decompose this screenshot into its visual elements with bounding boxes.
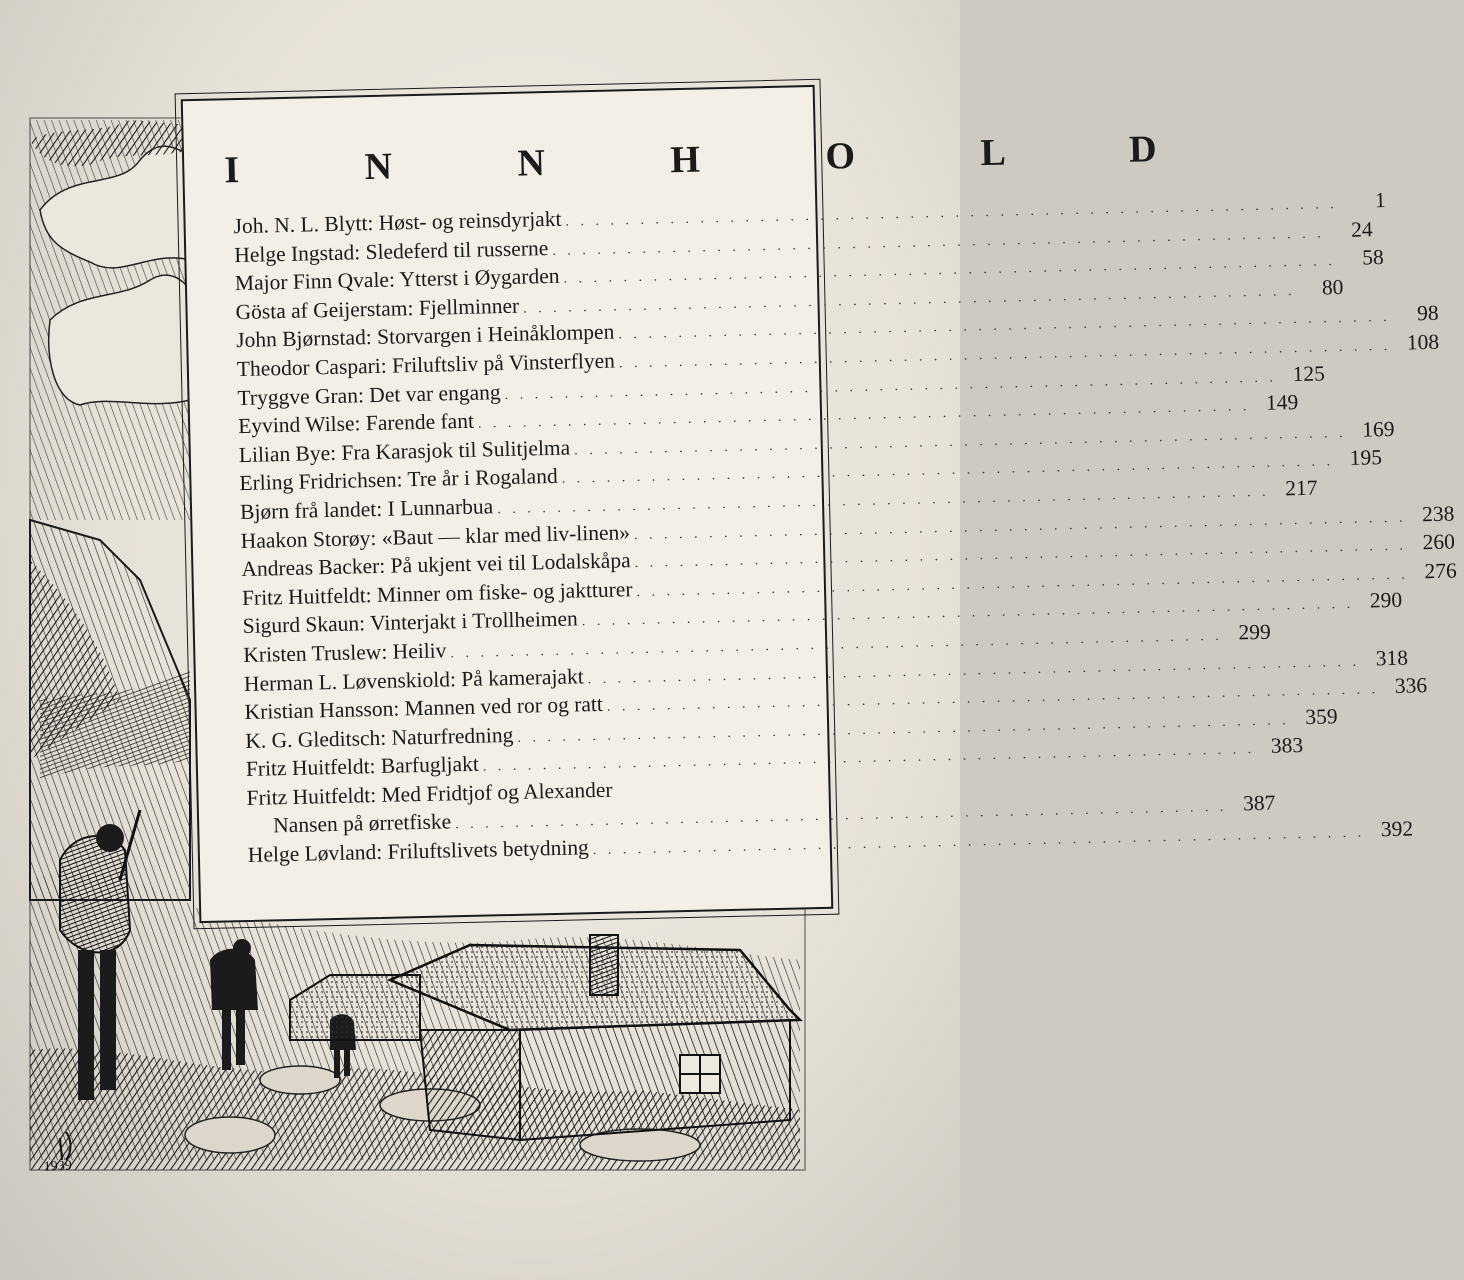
toc-entry-title: John Bjørnstad: Storvargen i Heinåklompen: [235, 319, 615, 353]
toc-entry-title: Kristian Hansson: Mannen ved ror og ratt: [244, 691, 604, 725]
toc-entry-page: 383: [1270, 733, 1304, 759]
toc-entry-title: Helge Løvland: Friluftslivets betydning: [247, 835, 590, 868]
toc-entry-page: 80: [1321, 274, 1344, 300]
toc-entry-title: Eyvind Wilse: Farende fant: [237, 408, 475, 439]
toc-entry-page: 58: [1361, 245, 1385, 270]
toc-entry-title: Fritz Huitfeldt: Med Fridtjof og Alexander: [246, 777, 613, 810]
toc-entry-title: Erling Fridrichsen: Tre år i Rogaland: [239, 464, 558, 496]
toc-entry-title: Kristen Truslew: Heiliv: [243, 638, 447, 667]
toc-entry-title: Tryggve Gran: Det var engang: [237, 379, 501, 410]
table-of-contents: [181, 85, 1458, 923]
toc-entry-title: Sigurd Skaun: Vinterjakt i Trollheimen: [242, 606, 579, 639]
toc-entry-page: 195: [1349, 445, 1383, 471]
toc-entry-page: 24: [1350, 216, 1373, 242]
toc-entry-page: 149: [1265, 390, 1299, 415]
toc-entry-title: Haakon Storøy: «Baut — klar med liv-linen»: [240, 519, 631, 553]
toc-entry-title: Fritz Huitfeldt: Minner om fiske- og jaktturer: [241, 576, 633, 610]
toc-entry-title: Joh. N. L. Blytt: Høst- og reinsdyrjakt: [233, 206, 562, 239]
toc-list: [233, 187, 1458, 869]
toc-entry-page: 125: [1292, 360, 1326, 386]
sky-clouds: [30, 120, 190, 520]
toc-entry-title: Bjørn frå landet: I Lunnarbua: [239, 494, 494, 524]
toc-entry-page: 238: [1421, 501, 1455, 526]
toc-entry-page: 392: [1380, 816, 1414, 842]
toc-entry-page: 260: [1422, 529, 1456, 555]
toc-entry-page: 108: [1406, 329, 1440, 355]
toc-heading: I N N H O L D: [223, 126, 1216, 192]
toc-entry-title: Andreas Backer: På ukjent vei til Lodalskåpa: [241, 548, 631, 582]
svg-text:1939: 1939: [43, 1158, 73, 1175]
toc-entry-page: 290: [1369, 588, 1403, 613]
toc-entry-page: 336: [1394, 673, 1428, 698]
toc-entry-page: 276: [1424, 558, 1458, 583]
toc-entry-page: 318: [1375, 645, 1409, 670]
toc-entry-title: Helge Ingstad: Sledeferd til russerne: [234, 235, 549, 267]
toc-entry-page: 299: [1238, 619, 1271, 645]
toc-entry-title: Fritz Huitfeldt: Barfugljakt: [245, 751, 480, 782]
toc-entry-title: Gösta af Geijerstam: Fjellminner: [235, 293, 520, 324]
toc-entry-title: Theodor Caspari: Friluftsliv på Vinsterflyen: [236, 348, 616, 382]
toc-entry-page: 1: [1374, 187, 1386, 213]
toc-entry-title: Major Finn Qvale: Ytterst i Øygarden: [234, 263, 560, 296]
toc-entry-title: Nansen på ørretfiske: [272, 809, 452, 838]
toc-entry-page: 98: [1416, 301, 1439, 326]
toc-entry-title: K. G. Gleditsch: Naturfredning: [245, 722, 514, 753]
toc-entry-page: 387: [1242, 791, 1276, 816]
toc-entry-page: 169: [1361, 416, 1395, 442]
toc-entry-title: Lilian Bye: Fra Karasjok til Sulitjelma: [238, 435, 571, 467]
toc-entry-page: 359: [1305, 703, 1338, 729]
toc-entry-page: 217: [1284, 475, 1318, 501]
toc-entry-title: Herman L. Løvenskiold: På kamerajakt: [243, 663, 584, 696]
